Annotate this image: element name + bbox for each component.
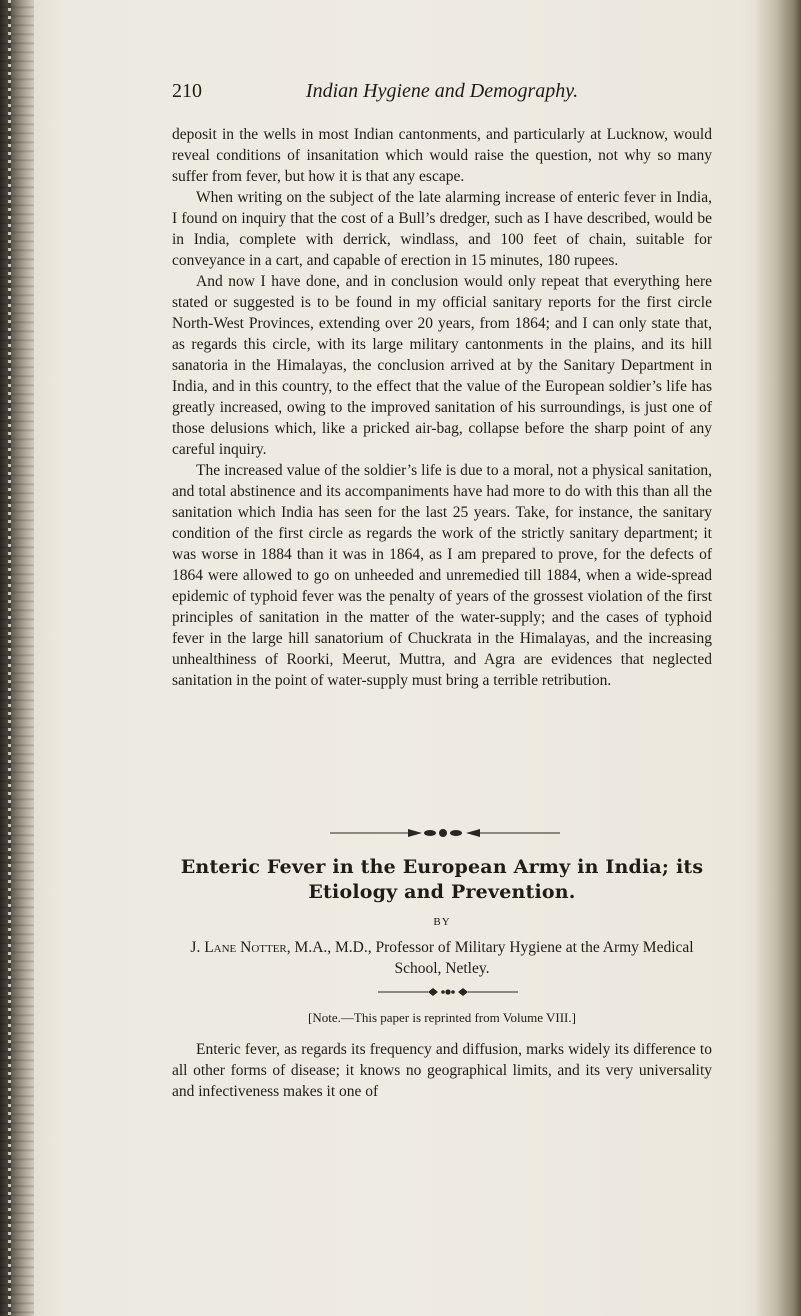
running-title: Indian Hygiene and Demography.	[305, 80, 579, 102]
body-text	[172, 124, 712, 691]
page-header	[172, 80, 712, 108]
book-binding-edge	[0, 0, 34, 1316]
article-title: Enteric Fever in the European Army in India; its Etiology and Prevention.	[180, 856, 704, 903]
page-number: 210	[172, 80, 202, 102]
author-affiliation: M.A., M.D., Professor of Military Hygiene at the Army Medical School, Netley.	[290, 939, 694, 977]
author-credit	[172, 937, 712, 979]
paragraph: The increased value of the soldier’s life is due to a moral, not a physical sanitation, and total abstinence and its accompaniments have had more to do with this than all the sanitation which India has seen for the last 25 years. Take, for instance, the sanitary condition of the first circle as regards the work of the strictly sanitary department; it was worse in 1884 than it was in 1864, as I am prepared to prove, for the defects of 1864 were allowed to go on unheeded and unremedied till 1884, when a wide-spread epidemic of typhoid fever was the penalty of years of the grossest violation of the first principles of sanitation in the matter of the water-supply; and the cases of typhoid fever in the large hill sanatorium of Chuckrata in the Himalayas, and the increasing unhealthiness of Roorki, Meerut, Muttra, and Agra are evidences that neglected sanitation in the point of water-supply must bring a terrible retribution.	[172, 462, 712, 689]
reprint-note: [Note.—This paper is reprinted from Volume VIII.]	[308, 1010, 576, 1025]
by-line: BY	[433, 916, 451, 928]
article-body	[172, 1039, 712, 1102]
author-name: J. Lane Notter,	[190, 939, 291, 956]
paragraph-continued: deposit in the wells in most Indian cantonments, and particularly at Lucknow, would reveal conditions of insanitation which would raise the question, not why so many suffer from fever, but how it is that any escape.	[172, 126, 712, 185]
paragraph: When writing on the subject of the late alarming increase of enteric fever in India, I found on inquiry that the cost of a Bull’s dredger, such as I have described, would be in India, complete with derrick, windlass, and 100 feet of chain, suitable for conveyance in a cart, and capable of erection in 15 minutes, 180 rupees.	[172, 189, 712, 269]
page-right-edge	[755, 0, 801, 1316]
small-divider-ornament	[378, 986, 518, 998]
section-divider-ornament	[330, 827, 560, 839]
paragraph: And now I have done, and in conclusion would only repeat that everything here stated or suggested is to be found in my official sanitary reports for the first circle North-West Provinces, extending over 20 years, from 1864; and I can only state that, as regards this circle, with its large military cantonments in the plains, and its hill sanatoria in the Himalayas, the conclusion arrived at by the Sanitary Department in India, and in this country, to the effect that the value of the European soldier’s life has greatly increased, owing to the improved sanitation of his surroundings, is just one of those delusions which, like a pricked air-bag, collapse before the sharp point of any careful inquiry.	[172, 273, 712, 458]
article-opening-paragraph: Enteric fever, as regards its frequency and diffusion, marks widely its difference to all other forms of disease; it knows no geographical limits, and its very universality and infectiveness makes it one of	[172, 1041, 712, 1100]
